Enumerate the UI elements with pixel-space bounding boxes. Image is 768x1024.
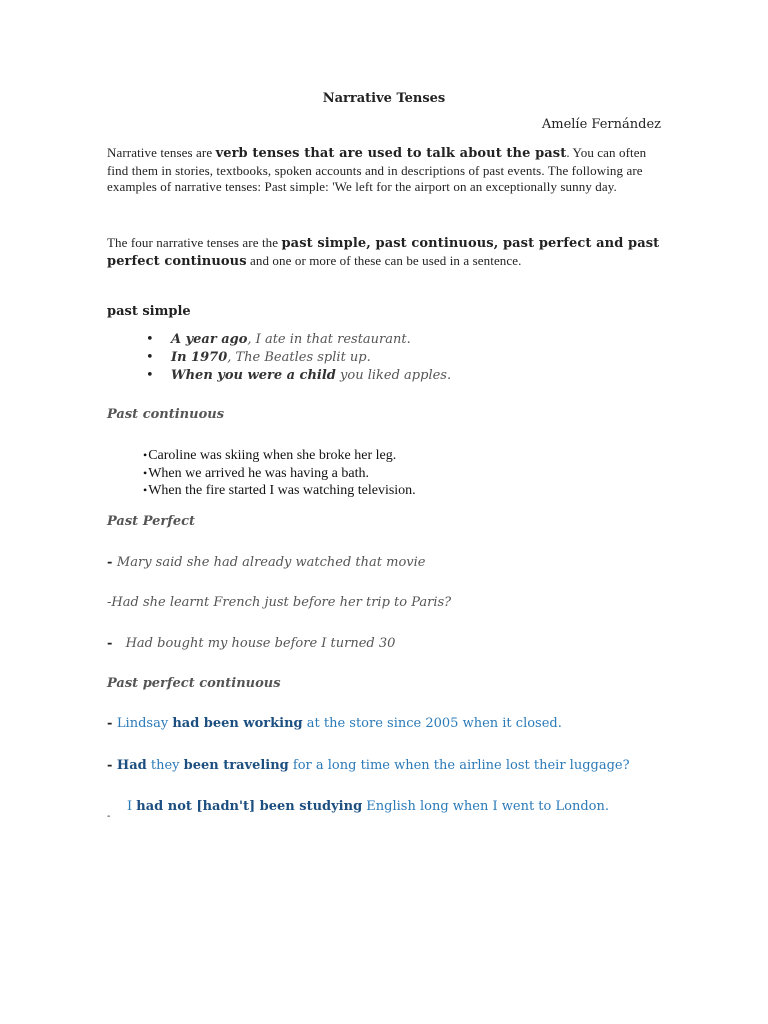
past-continuous-heading: Past continuous <box>107 407 225 422</box>
ppc-example-2: - Had they been traveling for a long time when the airline lost their luggage? <box>107 758 630 773</box>
document-title: Narrative Tenses <box>322 91 446 106</box>
past-simple-heading: past simple <box>107 304 191 319</box>
past-perfect-example-3: - Had bought my house before I turned 30 <box>107 636 396 651</box>
four-tenses-paragraph: The four narrative tenses are the past simple, past continuous, past perfect and past perfect continuous and one or more of these can be used in a sentence. <box>107 235 660 269</box>
past-simple-list <box>146 331 451 385</box>
intro-paragraph: Narrative tenses are verb tenses that are used to talk about the past. You can often find them in stories, textbooks, spoken accounts and in descriptions of past events. The following are examples of narrative tenses: Past simple: 'We left for the airport on an exceptionally sunny day. <box>107 145 647 194</box>
past-perfect-continuous-heading: Past perfect continuous <box>107 676 281 691</box>
list-item: • When we arrived he was having a bath. <box>143 465 416 483</box>
ppc-example-1: - Lindsay had been working at the store since 2005 when it closed. <box>107 716 562 731</box>
author-name: Amelíe Fernández <box>541 117 661 132</box>
ppc-example-3-dash: - <box>107 811 111 822</box>
list-item: • When you were a child you liked apples. <box>146 367 451 385</box>
list-item: • When the fire started I was watching television. <box>143 482 416 500</box>
list-item: • A year ago, I ate in that restaurant. <box>146 331 451 349</box>
past-perfect-heading: Past Perfect <box>107 514 196 529</box>
list-item: • Caroline was skiing when she broke her leg. <box>143 447 416 465</box>
past-perfect-example-1: - Mary said she had already watched that movie <box>107 555 426 570</box>
past-continuous-list <box>143 447 416 500</box>
list-item: • In 1970, The Beatles split up. <box>146 349 451 367</box>
ppc-example-3: I had not [hadn't] been studying English long when I went to London. <box>127 799 609 814</box>
past-perfect-example-2: -Had she learnt French just before her trip to Paris? <box>107 595 452 610</box>
